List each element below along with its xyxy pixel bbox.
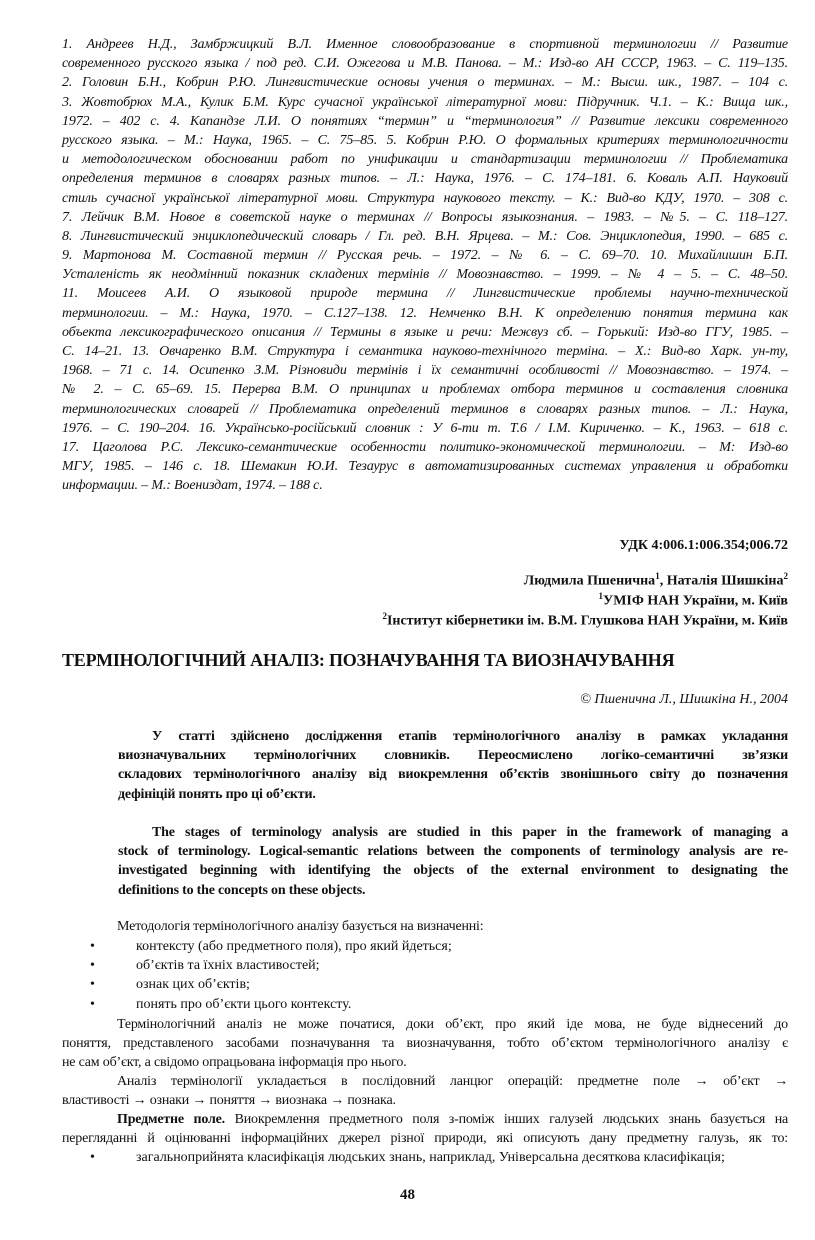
bullet-icon: • — [90, 1150, 95, 1165]
list-item-text: ознак цих об’єктів; — [136, 977, 250, 993]
paragraph-1 — [62, 1015, 788, 1073]
text-line: стиль сучасної української літературної мови. Структура наукового тексту. – К.: Вид-во КДУ, 1970. – 308 с. — [62, 190, 788, 206]
bullet-icon: • — [90, 977, 95, 993]
list-item-text: понять про об’єкти цього контексту. — [136, 996, 352, 1012]
affiliation-mark: 2 — [783, 571, 788, 581]
text-line: stock of terminology. Logical-semantic relations between the components of terminology analysis are re- — [118, 844, 788, 860]
text-line: властивості → ознаки → поняття → виознака → познака. — [62, 1093, 396, 1109]
affiliation-text: УМІФ НАН України, м. Київ — [602, 593, 788, 609]
list-item — [90, 995, 452, 1014]
text-line: дефініцій понять про ці об’єкти. — [118, 786, 316, 802]
text-line: 8. Лингвистический энциклопедический словарь / Гл. ред. В.Н. Ярцева. – М.: Сов. Энциклопедия, 1990. – 685 с. — [62, 228, 788, 244]
text-line: виозначувальних термінологічних словників. Переосмислено логіко-семантичні зв’язки — [118, 748, 788, 764]
text-line: Термінологічний аналіз не може початися, доки об’єкт, про який іде мова, не буде віднесений до — [117, 1017, 788, 1032]
list-item-text: загальноприйнята класифікація людських знань, наприклад, Універсальна десяткова класифікація; — [136, 1150, 725, 1165]
bullet-icon: • — [90, 939, 95, 954]
text-line: 11. Моисеев А.И. О языковой природе термина // Лингвистические проблемы научно-технической — [62, 286, 788, 302]
text-line: и методологическом обосновании работ по унификации и стандартизации терминологии // Проблематика — [62, 152, 788, 168]
copyright: © Пшенична Л., Шишкіна Н., 2004 — [580, 692, 788, 707]
text-line: МГУ, 1985. – 146 с. 18. Шемакин Ю.И. Тезаурус в автоматизированных системах управления и обработки — [62, 459, 788, 475]
source-list — [90, 1148, 725, 1167]
paragraph-text: Виокремлення предметного поля з-поміж інших галузей людських знань базується на — [224, 1112, 788, 1127]
bullet-icon: • — [90, 958, 95, 974]
text-line: Аналіз термінології укладається в послідовний ланцюг операцій: предметне поле → об’єкт → — [117, 1074, 788, 1089]
bullet-icon: • — [90, 996, 95, 1012]
affiliation-mark: 1 — [598, 591, 603, 601]
text-line: 2. Головин Б.Н., Кобрин Р.Ю. Лингвистические основы учения о терминах. – М.: Высш. шк., 1987. – 104 с. — [62, 75, 788, 91]
text-line: 9. Мартонова М. Составной термин // Русская речь. – 1972. – № 6. – С. 69–70. 10. Михайлишин Б.П. — [62, 248, 788, 264]
affiliation-text: Інститут кібернетики ім. В.М. Глушкова НАН України, м. Київ — [386, 613, 788, 629]
text-line: 7. Лейчик В.М. Новое в советской науке о терминах // Вопросы языкознания. – 1983. – №5. – С. 118–127. — [62, 209, 788, 225]
article-title: ТЕРМІНОЛОГІЧНИЙ АНАЛІЗ: ПОЗНАЧУВАННЯ ТА ВИОЗНАЧУВАННЯ — [62, 650, 675, 670]
udk-code: УДК 4:006.1:006.354;006.72 — [619, 538, 788, 553]
list-item — [90, 956, 452, 975]
text-line: The stages of terminology analysis are studied in this paper in the framework of managing a — [152, 825, 788, 840]
paragraph-3 — [62, 1110, 788, 1148]
text-line: 1968. – 71 с. 14. Осипенко З.М. Різновиди термінів і їх семантичні особливості // Мовознавство. – 1974. – — [62, 363, 788, 379]
separator: , — [659, 573, 667, 589]
text-line: Усталеність як неодмінний показник складених термінів // Мовознавство. – 1999. – № 4 – 5. – С. 48–50. — [62, 267, 788, 283]
methodology-list — [90, 937, 452, 1014]
abstract-ukrainian — [118, 727, 788, 804]
list-item — [90, 937, 452, 956]
affiliation-1 — [598, 591, 788, 610]
methodology-intro — [62, 917, 788, 936]
text-line: definitions to the concepts on these objects. — [118, 882, 366, 898]
authors-line — [524, 571, 788, 590]
section-lead: Предметне поле. — [117, 1112, 225, 1127]
text-line: У статті здійснено дослідження етапів термінологічного аналізу в рамках укладання — [152, 729, 788, 744]
references-list — [62, 35, 788, 496]
text-line: информации. – М.: Воениздат, 1974. – 188 с. — [62, 478, 323, 494]
paragraph-line — [62, 1110, 788, 1129]
text-line: 1. Андреев Н.Д., Замбржицкий В.Л. Именное словообразование в спортивной терминологии // Развитие — [62, 37, 788, 52]
list-item — [90, 975, 452, 994]
text-line: современного русского языка / под ред. С.И. Ожегова и М.В. Панова. – М.: Изд-во АН СССР, 1963. – С. 119–135. — [62, 56, 788, 72]
text-line: русского языка. – М.: Наука, 1965. – С. 75–85. 5. Кобрин Р.Ю. О формальных критериях терминологичности — [62, 132, 788, 148]
text-line: терминологии. – М.: Наука, 1970. – С.127–138. 12. Немченко В.Н. К определению понятия термина как — [62, 305, 788, 321]
text-line: 17. Цаголова Р.С. Лексико-семантические особенности политико-экономической терминологии. – М: Изд-во — [62, 439, 788, 455]
text-line: С. 14–21. 13. Овчаренко В.М. Структура і семантика науково-технічного терміна. – Х.: Вид-во Харк. ун-ту, — [62, 344, 788, 359]
page-number: 48 — [400, 1187, 415, 1203]
affiliation-mark: 2 — [382, 611, 387, 621]
text-line: определения терминов в словарях разных типов. – Л.: Наука, 1976. – С. 174–181. 6. Коваль А.П. Науковий — [62, 171, 788, 187]
paragraph-2 — [62, 1072, 788, 1110]
list-item-text: контексту (або предметного поля), про який йдеться; — [136, 939, 452, 954]
text-line: investigated beginning with identifying the objects of the external environment to designating the — [118, 863, 788, 879]
author-2: Наталія Шишкіна — [666, 573, 784, 589]
text-line: 3. Жовтобрюх М.А., Кулик Б.М. Курс сучасної української літературної мови: Підручник. Ч.1. – К.: Вища шк., — [62, 94, 788, 110]
text-line: не сам об’єкт, а свідомо опрацьована інформація про нього. — [62, 1055, 407, 1071]
text-line: поняття, представленого засобами позначування та виозначування, тобто об’єктом термінологічного аналізу є — [62, 1036, 788, 1052]
abstract-english — [118, 823, 788, 900]
text-line: терминологических словарей // Проблематика определений терминов в словарях разных типов. – Л.: Наука, — [62, 401, 788, 417]
list-item-text: об’єктів та їхніх властивостей; — [136, 958, 320, 974]
text-line: № 2. – С. 65–69. 15. Перерва В.М. О принципах и проблемах отбора терминов и составления словника — [62, 382, 788, 398]
text-line: 1972. – 402 с. 4. Капандзе Л.И. О понятиях “термин” и “терминология” // Развитие лексики современного — [62, 113, 788, 129]
affiliation-mark: 1 — [655, 571, 660, 581]
author-1: Людмила Пшенична — [523, 573, 656, 589]
paragraph-line: Методологія термінологічного аналізу базується на визначенні: — [117, 919, 484, 934]
text-line: складових термінологічного аналізу від виокремлення об’єктів звонішнього світу до позначення — [118, 767, 788, 783]
text-line: объекта лексикографического описания // Термины в языке и речи: Межвуз сб. – Горький: Изд-во ГГУ, 1985. – — [62, 324, 788, 340]
list-item — [90, 1148, 725, 1167]
text-line: 1976. – С. 190–204. 16. Українсько-російський словник : У 6-ти т. Т.6 / І.М. Кириченко. – К., 1963. – 618 с. — [62, 420, 788, 436]
affiliation-2 — [382, 611, 788, 630]
paragraph-line: перегляданні й оцінюванні інформаційних джерел різної природи, які описують дану предметну галузь, як то: — [62, 1131, 788, 1147]
